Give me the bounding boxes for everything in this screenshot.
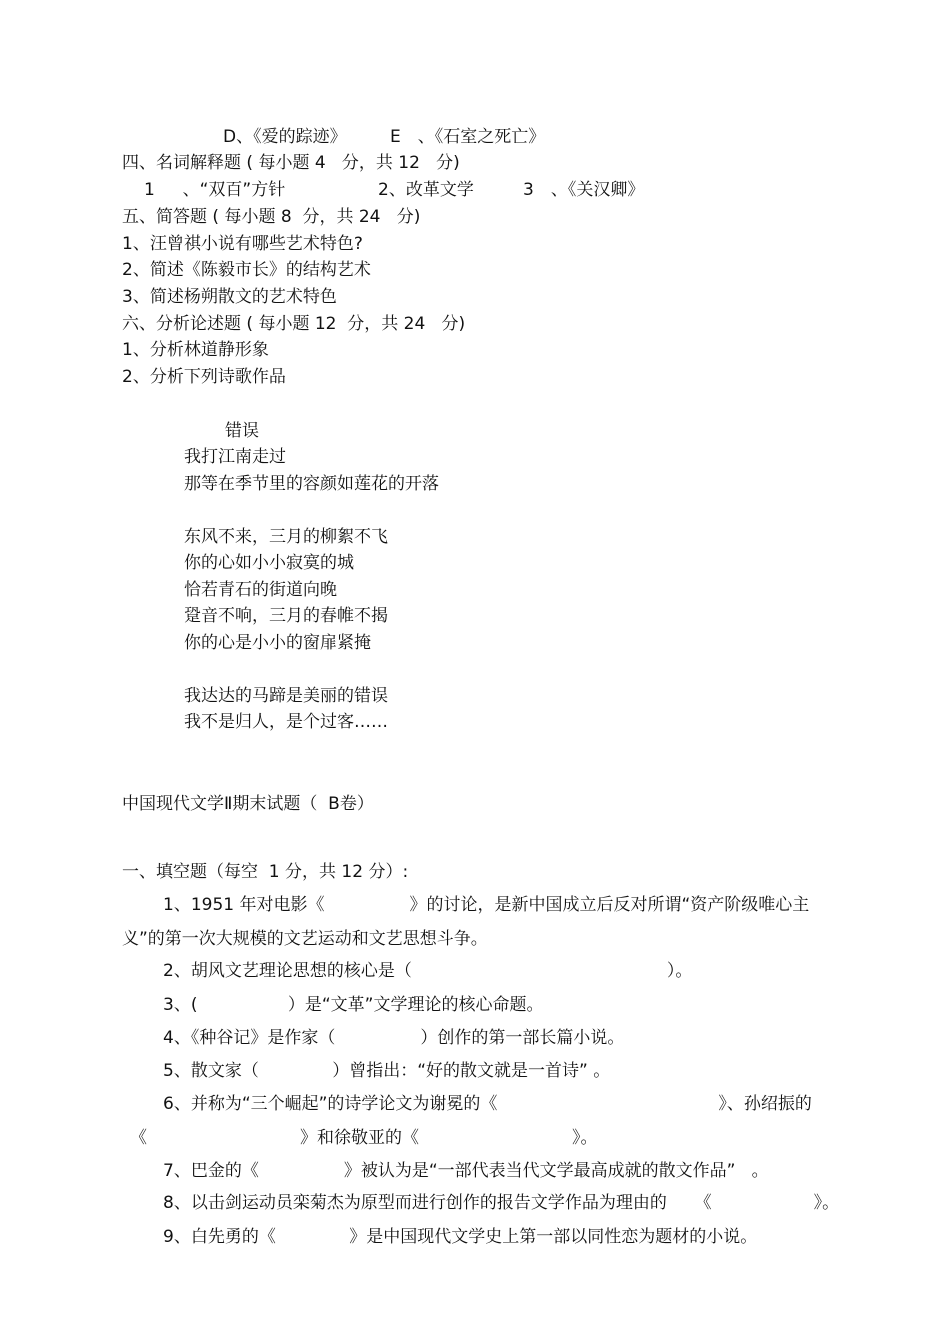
section5-question-2: 2、简述《陈毅市长》的结构艺术 — [122, 260, 371, 280]
section6-heading: 六、分析论述题 ( 每小题 12 分，共 24 分) — [122, 314, 466, 334]
poem-line: 你的心如小小寂寞的城 — [184, 553, 354, 573]
poem-title: 错误 — [225, 421, 259, 441]
fill-question-6b: 《 》和徐敬亚的《 》。 — [130, 1128, 598, 1148]
section5-question-3: 3、简述杨朔散文的艺术特色 — [122, 287, 337, 307]
section5-heading: 五、简答题 ( 每小题 8 分，共 24 分) — [122, 207, 421, 227]
poem-line: 我达达的马蹄是美丽的错误 — [184, 686, 388, 706]
exam-b-title: 中国现代文学Ⅱ期末试题（ B卷） — [122, 794, 374, 814]
fill-question-9: 9、白先勇的《 》是中国现代文学史上第一部以同性恋为题材的小说。 — [163, 1227, 758, 1247]
poem-line: 我不是归人，是个过客…… — [184, 712, 388, 732]
fill-question-7: 7、巴金的《 》被认为是“一部代表当代文学最高成就的散文作品” 。 — [163, 1161, 769, 1181]
poem-line: 我打江南走过 — [184, 447, 286, 467]
section6-question-1: 1、分析林道静形象 — [122, 340, 269, 360]
fill-question-8: 8、以击剑运动员栾菊杰为原型而进行创作的报告文学作品为理由的 《 》。 — [163, 1193, 840, 1213]
section4-heading: 四、名词解释题 ( 每小题 4 分，共 12 分) — [122, 153, 460, 173]
poem-line: 跫音不响，三月的春帷不揭 — [184, 606, 388, 626]
poem-line: 你的心是小小的窗扉紧掩 — [184, 633, 371, 653]
fill-question-2: 2、胡风文艺理论思想的核心是（ ）。 — [163, 961, 693, 981]
poem-line: 恰若青石的街道向晚 — [184, 580, 337, 600]
exam-b-section1-heading: 一、填空题（每空 1 分，共 12 分）: — [122, 862, 409, 882]
section5-question-1: 1、汪曾祺小说有哪些艺术特色? — [122, 234, 363, 254]
section4-item-2: 2、改革文学 — [378, 180, 474, 200]
fill-question-3: 3、( ）是“文革”文学理论的核心命题。 — [163, 995, 544, 1015]
fill-question-1a: 1、1951 年对电影《 》的讨论，是新中国成立后反对所谓“资产阶级唯心主 — [163, 895, 810, 915]
fill-question-5: 5、散文家（ ）曾指出：“好的散文就是一首诗” 。 — [163, 1061, 611, 1081]
option-d: D、《爱的踪迹》 — [223, 127, 347, 147]
section4-item-3: 3 、《关汉卿》 — [523, 180, 645, 200]
option-e: E 、《石室之死亡》 — [390, 127, 546, 147]
section4-item-1: 1 、“双百”方针 — [144, 180, 286, 200]
fill-question-4: 4、《种谷记》是作家（ ）创作的第一部长篇小说。 — [163, 1028, 625, 1048]
poem-line: 那等在季节里的容颜如莲花的开落 — [184, 474, 439, 494]
poem-line: 东风不来，三月的柳絮不飞 — [184, 527, 388, 547]
fill-question-6a: 6、并称为“三个崛起”的诗学论文为谢冕的《 》、孙绍振的 — [163, 1094, 812, 1114]
section6-question-2: 2、分析下列诗歌作品 — [122, 367, 286, 387]
fill-question-1b: 义”的第一次大规模的文艺运动和文艺思想斗争。 — [122, 929, 488, 949]
